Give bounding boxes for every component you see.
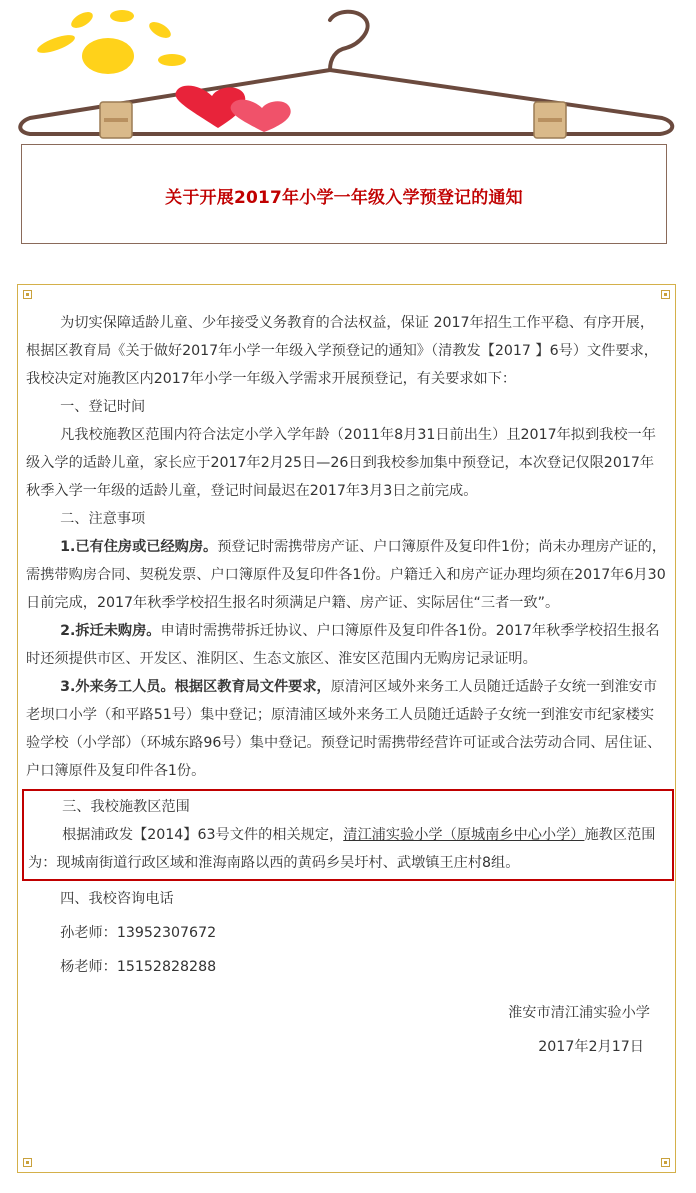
page-title: 关于开展2017年小学一年级入学预登记的通知 bbox=[165, 188, 523, 208]
note-item-1 bbox=[26, 533, 668, 617]
school-name-underlined: 清江浦实验小学（原城南乡中心小学） bbox=[343, 827, 585, 843]
area-paragraph bbox=[28, 821, 668, 877]
corner-ornament bbox=[661, 290, 670, 299]
intro-paragraph: 为切实保障适龄儿童、少年接受义务教育的合法权益，保证 2017年招生工作平稳、有序开展，根据区教育局《关于做好2017年小学一年级入学预登记的通知》（清教发【2017 】6号）文件要求，我校决定对施教区内2017年小学一年级入学需求开展预登记，有关要求如下： bbox=[26, 315, 658, 387]
time-paragraph: 凡我校施教区范围内符合法定小学入学年龄（2011年8月31日前出生）且2017年拟到我校一年级入学的适龄儿童，家长应于2017年2月25日—26日到我校参加集中预登记，本次登记仅限2017年秋季入学一年级的适龄儿童，登记时间最迟在2017年3月3日之前完成。 bbox=[26, 427, 656, 499]
corner-ornament bbox=[23, 290, 32, 299]
section-heading-time: 一、登记时间 bbox=[60, 399, 146, 415]
phone-yang: 杨老师：15152828288 bbox=[60, 959, 217, 975]
corner-ornament bbox=[661, 1158, 670, 1167]
note-item-2 bbox=[26, 617, 668, 673]
note-item-2-title: 2.拆迁未购房。 bbox=[60, 623, 161, 639]
date: 2017年2月17日 bbox=[538, 1039, 644, 1055]
section-heading-phone: 四、我校咨询电话 bbox=[60, 891, 174, 907]
note-item-3-text: 原清河区域外来务工人员随迁适龄子女统一到淮安市老坝口小学（和平路51号）集中登记；原清浦区域外来务工人员随迁适龄子女统一到淮安市纪家楼实验学校（小学部）（环城东路96号）集中登记。预登记时需携带经营许可证或合法劳动合同、居住证、户口簿原件及复印件各1份。 bbox=[26, 679, 662, 779]
title-box bbox=[21, 144, 667, 244]
heart-icon bbox=[175, 86, 290, 132]
service-area-box bbox=[22, 789, 674, 881]
note-item-3 bbox=[26, 673, 668, 785]
note-item-2-text: 申请时需携带拆迁协议、户口簿原件及复印件各1份。2017年秋季学校招生报名时还须提供市区、开发区、淮阴区、生态文旅区、淮安区范围内无购房记录证明。 bbox=[26, 623, 660, 667]
area-post: 施教区范围为：现城南街道行政区域和淮海南路以西的黄码乡吴圩村、武墩镇王庄村8组。 bbox=[28, 827, 656, 871]
note-item-1-title: 1.已有住房或已经购房。 bbox=[60, 539, 218, 555]
signature: 淮安市清江浦实验小学 bbox=[508, 1005, 650, 1021]
sun-icon bbox=[35, 9, 186, 74]
note-item-1-text: 预登记时需携带房产证、户口簿原件及复印件1份；尚未办理房产证的，需携带购房合同、契税发票、户口簿原件及复印件各1份。户籍迁入和房产证办理均须在2017年6月30日前完成，2017年秋季学校招生报名时须满足户籍、房产证、实际居住“三者一致”。 bbox=[26, 539, 667, 611]
area-pre: 根据浦政发【2014】63号文件的相关规定， bbox=[62, 827, 344, 843]
notice-body bbox=[26, 309, 668, 1061]
corner-ornament bbox=[23, 1158, 32, 1167]
section-heading-area: 三、我校施教区范围 bbox=[62, 799, 190, 815]
phone-sun: 孙老师：13952307672 bbox=[60, 925, 217, 941]
header-decoration bbox=[0, 0, 696, 140]
section-heading-notes: 二、注意事项 bbox=[60, 511, 146, 527]
note-item-3-title: 3.外来务工人员。根据区教育局文件要求， bbox=[60, 679, 331, 695]
